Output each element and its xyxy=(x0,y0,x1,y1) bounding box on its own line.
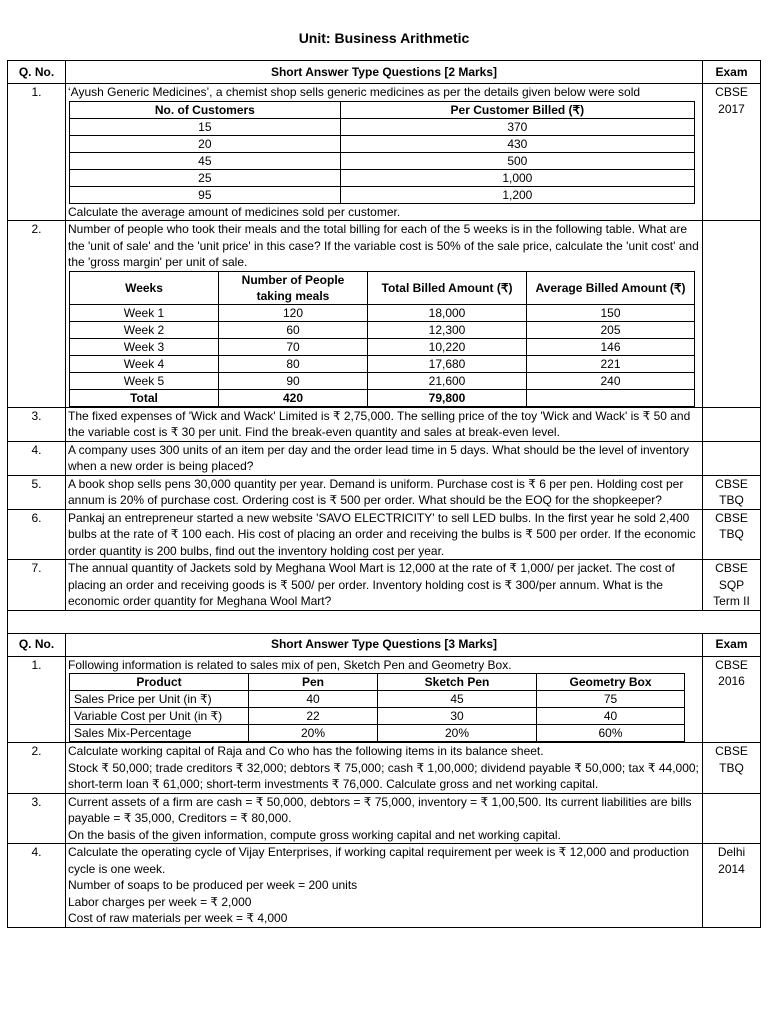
table-cell: 20% xyxy=(249,725,378,742)
table-header: Average Billed Amount (₹) xyxy=(527,271,695,304)
question-text: A book shop sells pens 30,000 quantity per year. Demand is uniform. Purchase cost is ₹ 6 per pen. Holding cost per annum is 20% of purchase cost. Ordering cost is ₹ 500 per order. What should be the EOQ for the shopkeeper? xyxy=(66,475,703,509)
question-text: A company uses 300 units of an item per day and the order lead time in 5 days. What should be the level of inventory when a new order is being placed? xyxy=(66,441,703,475)
question-text: The fixed expenses of 'Wick and Wack' Limited is ₹ 2,75,000. The selling price of the toy 'Wick and Wack' is ₹ 50 and the variable cost is ₹ 30 per unit. Find the break-even quantity and sales at break-even level. xyxy=(66,407,703,441)
table-cell: 20% xyxy=(378,725,537,742)
meals-table xyxy=(69,271,695,407)
table-cell: 1,200 xyxy=(340,186,694,203)
exam-cell xyxy=(703,84,761,221)
question-text: Calculate working capital of Raja and Co who has the following items in its balance sheet. xyxy=(68,744,544,758)
table-header: Sketch Pen xyxy=(378,674,537,691)
question-body xyxy=(66,793,703,844)
table-header: Total Billed Amount (₹) xyxy=(368,271,527,304)
exam-cell xyxy=(703,509,761,560)
table-cell: Total xyxy=(70,389,219,406)
question-row xyxy=(8,844,761,928)
question-row xyxy=(8,221,761,408)
exam-label: CBSE xyxy=(715,657,748,672)
table-cell: 30 xyxy=(378,708,537,725)
exam-label: CBSE xyxy=(715,476,748,491)
qno-header: Q. No. xyxy=(8,633,66,656)
questions-table xyxy=(7,60,761,928)
table-cell: 90 xyxy=(219,372,368,389)
question-number: 2. xyxy=(8,743,66,794)
table-cell: 10,220 xyxy=(368,338,527,355)
table-cell: 240 xyxy=(527,372,695,389)
table-cell: Week 2 xyxy=(70,321,219,338)
exam-label: TBQ xyxy=(719,493,744,507)
table-cell: 22 xyxy=(249,708,378,725)
table-cell: 80 xyxy=(219,355,368,372)
exam-label: 2017 xyxy=(718,101,745,116)
exam-label: 2016 xyxy=(718,674,745,688)
table-cell: 150 xyxy=(527,304,695,321)
table-cell: Week 1 xyxy=(70,304,219,321)
exam-label: CBSE xyxy=(715,85,748,99)
question-text: Stock ₹ 50,000; trade creditors ₹ 32,000; debtors ₹ 75,000; cash ₹ 1,00,000; dividend payable ₹ 50,000; tax ₹ 44,000; short-term loan ₹ 61,000; short-term investments ₹ 76,000. Calculate gross and net working capital. xyxy=(68,760,699,791)
question-text: The annual quantity of Jackets sold by Meghana Wool Mart is 12,000 at the rate of ₹ 1,000/ per jacket. The cost of placing an order and receiving goods is ₹ 500/ per order. Inventory holding cost is ₹ 300/per annum. What is the economic order quantity for Meghana Wool Mart? xyxy=(66,560,703,611)
question-text: Calculate the operating cycle of Vijay Enterprises, if working capital requirement per week is ₹ 12,000 and production cycle is one week. xyxy=(68,845,690,876)
table-cell: 120 xyxy=(219,304,368,321)
table-cell: 60 xyxy=(219,321,368,338)
section-heading: Short Answer Type Questions [2 Marks] xyxy=(66,61,703,84)
table-row xyxy=(70,169,695,186)
table-cell: 60% xyxy=(537,725,685,742)
question-body xyxy=(66,84,703,221)
exam-label: CBSE xyxy=(715,561,748,575)
question-text: Labor charges per week = ₹ 2,000 xyxy=(68,894,252,909)
spacer-row xyxy=(8,610,761,633)
section-header xyxy=(8,61,761,84)
table-cell: 221 xyxy=(527,355,695,372)
table-row xyxy=(70,304,695,321)
table-cell: 21,600 xyxy=(368,372,527,389)
question-number: 1. xyxy=(8,84,66,221)
exam-label: CBSE xyxy=(715,510,748,525)
table-cell: Variable Cost per Unit (in ₹) xyxy=(70,708,249,725)
table-cell: 1,000 xyxy=(340,169,694,186)
table-row xyxy=(70,691,685,708)
table-cell: Week 4 xyxy=(70,355,219,372)
table-cell xyxy=(527,389,695,406)
question-row xyxy=(8,509,761,560)
table-cell: 15 xyxy=(70,118,341,135)
exam-header: Exam xyxy=(703,633,761,656)
exam-cell xyxy=(703,743,761,794)
question-number: 4. xyxy=(8,441,66,475)
exam-cell xyxy=(703,560,761,611)
table-header: Per Customer Billed (₹) xyxy=(340,101,694,118)
table-row xyxy=(70,338,695,355)
question-text: Following information is related to sales mix of pen, Sketch Pen and Geometry Box. xyxy=(68,657,512,672)
question-text: ‘Ayush Generic Medicines’, a chemist shop sells generic medicines as per the details given below were sold xyxy=(68,85,641,99)
sales-mix-table xyxy=(69,673,685,742)
table-cell: 40 xyxy=(249,691,378,708)
question-row xyxy=(8,743,761,794)
table-row xyxy=(70,135,695,152)
question-row xyxy=(8,407,761,441)
table-cell: 420 xyxy=(219,389,368,406)
question-number: 1. xyxy=(8,656,66,743)
table-cell: 205 xyxy=(527,321,695,338)
exam-label: SQP xyxy=(718,577,745,592)
table-cell: 370 xyxy=(340,118,694,135)
exam-cell xyxy=(703,221,761,408)
question-body xyxy=(66,844,703,928)
question-number: 3. xyxy=(8,407,66,441)
question-row xyxy=(8,656,761,743)
question-body xyxy=(66,221,703,408)
question-text: Pankaj an entrepreneur started a new website 'SAVO ELECTRICITY' to sell LED bulbs. In the first year he sold 2,400 bulbs at the rate of ₹ 100 each. His cost of placing an order and receiving the bulbs is ₹ 500 per order. If the economic order quantity is 200 bulbs, find out the inventory holding cost per year. xyxy=(66,509,703,560)
page-title: Unit: Business Arithmetic xyxy=(298,30,470,46)
section-header xyxy=(8,633,761,656)
question-number: 7. xyxy=(8,560,66,611)
exam-label: TBQ xyxy=(719,760,744,775)
table-header: Pen xyxy=(249,674,378,691)
exam-cell xyxy=(703,656,761,743)
exam-cell xyxy=(703,441,761,475)
spacer-cell xyxy=(8,610,761,633)
exam-label: CBSE xyxy=(715,744,748,758)
question-text: Calculate the average amount of medicines sold per customer. xyxy=(68,204,401,219)
table-cell: 146 xyxy=(527,338,695,355)
table-cell: 75 xyxy=(537,691,685,708)
table-row xyxy=(70,321,695,338)
table-cell: Week 3 xyxy=(70,338,219,355)
question-number: 4. xyxy=(8,844,66,928)
table-cell: 45 xyxy=(378,691,537,708)
exam-label: TBQ xyxy=(719,527,744,541)
question-text: Cost of raw materials per week = ₹ 4,000 xyxy=(68,911,288,925)
table-cell: 20 xyxy=(70,135,341,152)
table-cell: 95 xyxy=(70,186,341,203)
table-row xyxy=(70,118,695,135)
question-row xyxy=(8,475,761,509)
exam-cell xyxy=(703,475,761,509)
table-cell: 17,680 xyxy=(368,355,527,372)
exam-label: 2014 xyxy=(718,861,745,876)
qno-header: Q. No. xyxy=(8,61,66,84)
question-row xyxy=(8,793,761,844)
table-row xyxy=(70,708,685,725)
question-text: Number of people who took their meals and the total billing for each of the 5 weeks is in the following table. What are the 'unit of sale' and the 'unit price' in this case? If the variable cost is 50% of the sale price, calculate the 'unit cost' and the 'gross margin' per unit of sale. xyxy=(68,222,699,269)
question-body xyxy=(66,656,703,743)
exam-label: Term II xyxy=(713,594,750,608)
table-cell: 70 xyxy=(219,338,368,355)
question-text: On the basis of the given information, compute gross working capital and net working capital. xyxy=(68,827,561,842)
table-row xyxy=(70,152,695,169)
table-cell: 500 xyxy=(340,152,694,169)
table-cell: Sales Mix-Percentage xyxy=(70,725,249,742)
total-row xyxy=(70,389,695,406)
table-cell: 18,000 xyxy=(368,304,527,321)
question-row xyxy=(8,441,761,475)
table-header: Geometry Box xyxy=(537,674,685,691)
table-header: Weeks xyxy=(70,271,219,304)
exam-cell xyxy=(703,793,761,844)
question-text: Current assets of a firm are cash = ₹ 50,000, debtors = ₹ 75,000, inventory = ₹ 1,00,500. Its current liabilities are bills payable = ₹ 35,000, Creditors = ₹ 80,000. xyxy=(68,794,692,825)
table-row xyxy=(70,355,695,372)
question-number: 3. xyxy=(8,793,66,844)
table-cell: 12,300 xyxy=(368,321,527,338)
exam-label: Delhi xyxy=(717,845,746,859)
table-cell: 430 xyxy=(340,135,694,152)
table-cell: Sales Price per Unit (in ₹) xyxy=(70,691,249,708)
table-cell: 40 xyxy=(537,708,685,725)
table-header: Product xyxy=(70,674,249,691)
question-number: 6. xyxy=(8,509,66,560)
question-body xyxy=(66,743,703,794)
exam-header: Exam xyxy=(703,61,761,84)
question-number: 2. xyxy=(8,221,66,408)
customers-table xyxy=(69,101,695,204)
question-row xyxy=(8,560,761,611)
question-number: 5. xyxy=(8,475,66,509)
question-text: Number of soaps to be produced per week = 200 units xyxy=(68,878,358,892)
table-cell: 45 xyxy=(70,152,341,169)
table-cell: 79,800 xyxy=(368,389,527,406)
table-row xyxy=(70,725,685,742)
table-row xyxy=(70,372,695,389)
table-cell: Week 5 xyxy=(70,372,219,389)
section-heading: Short Answer Type Questions [3 Marks] xyxy=(66,633,703,656)
table-cell: 25 xyxy=(70,169,341,186)
exam-cell xyxy=(703,844,761,928)
table-header: Number of People taking meals xyxy=(219,271,368,304)
question-row xyxy=(8,84,761,221)
table-row xyxy=(70,186,695,203)
exam-cell xyxy=(703,407,761,441)
table-header: No. of Customers xyxy=(70,101,341,118)
